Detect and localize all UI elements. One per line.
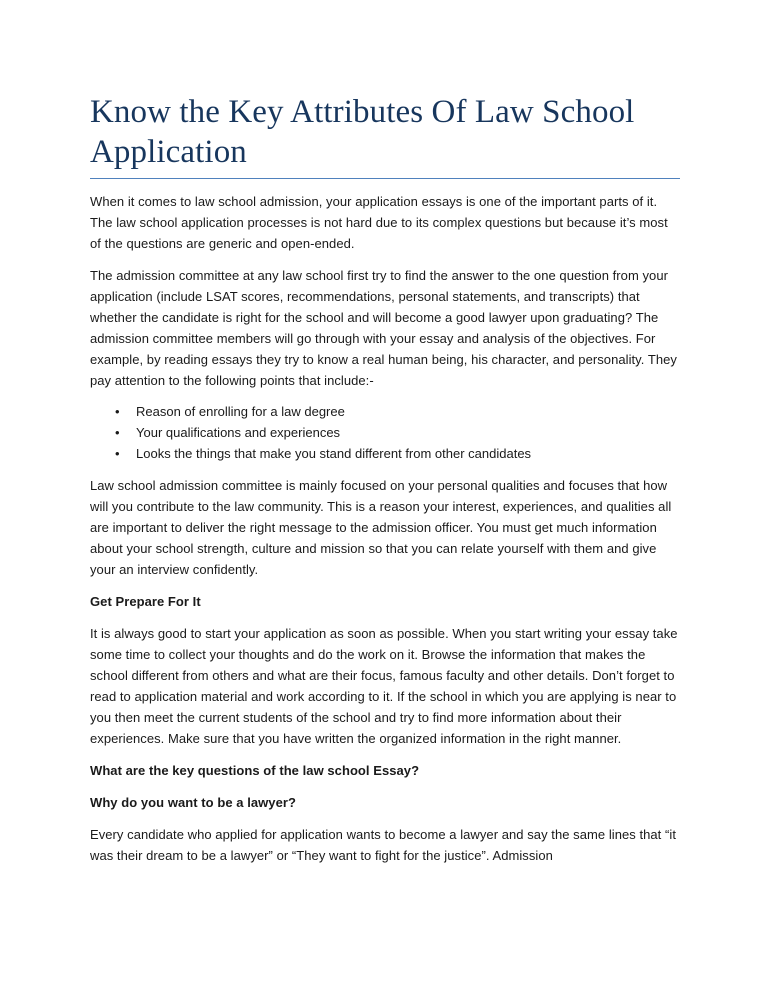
section-heading-why-lawyer: Why do you want to be a lawyer? <box>90 795 296 810</box>
list-item <box>115 422 680 443</box>
paragraph-why-lawyer: Every candidate who applied for application wants to become a lawyer and say the same lines that “it was their dream to be a lawyer” or “They want to fight for the justice”. Admission <box>90 827 676 863</box>
list-item-text: Your qualifications and experiences <box>136 425 341 440</box>
bullet-icon: • <box>115 446 120 461</box>
bullet-icon: • <box>115 404 120 419</box>
list-item-text: Looks the things that make you stand different from other candidates <box>136 446 532 461</box>
list-item <box>115 443 680 464</box>
document-page <box>90 92 680 866</box>
document-title: Know the Key Attributes Of Law School Application <box>90 92 680 179</box>
paragraph-prepare: It is always good to start your application as soon as possible. When you start writing your essay take some time to collect your thoughts and do the work on it. Browse the information that makes the school different from others and what are their focus, famous faculty and other details. Don’t forget to read to application material and work according to it. If the school in which you are applying is near to you then meet the current students of the school and try to find more information about their experiences. Make sure that you have written the organized information in the right manner. <box>90 626 678 746</box>
list-item-text: Reason of enrolling for a law degree <box>136 404 345 419</box>
bullet-icon: • <box>115 425 120 440</box>
list-item <box>115 401 680 422</box>
bullet-list <box>90 401 680 464</box>
section-heading-prepare: Get Prepare For It <box>90 594 201 609</box>
paragraph-focus: Law school admission committee is mainly focused on your personal qualities and focuses that how will you contribute to the law community. This is a reason your interest, experiences, and qualities all are important to deliver the right message to the admission officer. You must get much information about your school strength, culture and mission so that you can relate yourself with them and give your an interview confidently. <box>90 478 672 577</box>
paragraph-intro: When it comes to law school admission, your application essays is one of the important parts of it. The law school application processes is not hard due to its complex questions but because it’s most of the questions are generic and open-ended. <box>90 194 668 251</box>
section-heading-key-questions: What are the key questions of the law school Essay? <box>90 763 420 778</box>
paragraph-committee: The admission committee at any law school first try to find the answer to the one question from your application (include LSAT scores, recommendations, personal statements, and transcripts) that whether the candidate is right for the school and will become a good lawyer upon graduating? The admission committee members will go through with your essay and analysis of the objectives. For example, by reading essays they try to know a real human being, his character, and personality. They pay attention to the following points that include:- <box>90 268 677 388</box>
